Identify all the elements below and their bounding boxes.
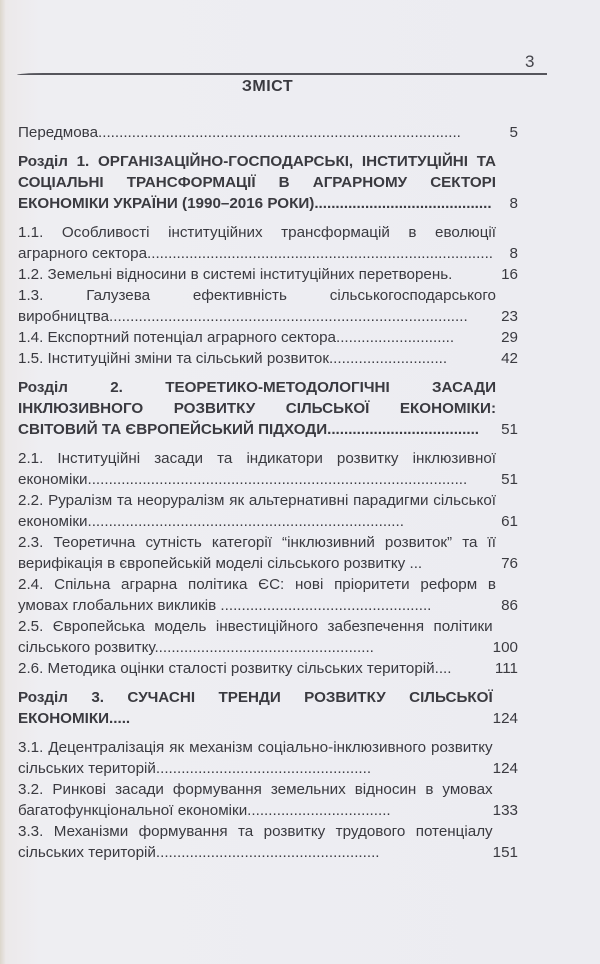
toc-entry-page: 23: [501, 308, 518, 325]
toc-entry-page: 8: [509, 245, 518, 262]
toc-entry-page: 29: [501, 329, 518, 346]
toc-entry-text: 2.2. Руралізм та неоруралізм як альтернативні парадигми сільської економіки...........................................................................: [18, 492, 496, 530]
toc-entry-page: 86: [501, 597, 518, 614]
toc-entry-text: 1.4. Експортний потенціал аграрного сектора............................: [18, 329, 455, 346]
toc-entry-text: 2.6. Методика оцінки сталості розвитку сільських територій....: [18, 660, 452, 677]
toc-entry-3-3: [18, 821, 528, 863]
toc-entry-2-3: [18, 532, 528, 574]
toc-entry-text: Розділ 3. СУЧАСНІ ТРЕНДИ РОЗВИТКУ СІЛЬСЬКОЇ ЕКОНОМІКИ.....: [18, 689, 493, 727]
toc-entry-page: 100: [492, 639, 518, 656]
toc-entry-page: 16: [501, 266, 518, 283]
toc-entry-text: 1.2. Земельні відносини в системі інституційних перетворень.: [18, 266, 453, 283]
toc-entry-page: 111: [494, 660, 518, 677]
toc-entry-3-1: [18, 737, 528, 779]
toc-entry-preface: [18, 122, 528, 143]
toc-entry-1-1: [18, 222, 528, 264]
toc-entry-page: 151: [492, 844, 518, 861]
toc-entry-2-4: [18, 574, 528, 616]
toc-entry-text: Передмова......................................................................................: [18, 124, 461, 141]
toc-entry-page: 124: [492, 760, 518, 777]
header-rule-extension: [480, 73, 547, 75]
header-rule: [17, 73, 480, 75]
toc-entry-page: 124: [492, 710, 518, 727]
toc-entry-page: 51: [501, 471, 518, 488]
toc-entry-text: 2.4. Спільна аграрна політика ЄС: нові пріоритети реформ в умовах глобальних викликів ..................................................: [18, 576, 496, 614]
toc-entry-section-3: [18, 687, 528, 729]
toc-entry-1-5: [18, 348, 528, 369]
toc-entry-page: 76: [501, 555, 518, 572]
toc-entry-2-1: [18, 448, 528, 490]
toc-entry-text: 3.1. Децентралізація як механізм соціально-інклюзивного розвитку сільських територій...................................................: [18, 739, 493, 777]
toc-entry-text: Розділ 2. ТЕОРЕТИКО-МЕТОДОЛОГІЧНІ ЗАСАДИ ІНКЛЮЗИВНОГО РОЗВИТКУ СІЛЬСЬКОЇ ЕКОНОМІКИ: СВІТОВИЙ ТА ЄВРОПЕЙСЬКИЙ ПІДХОДИ....................................: [18, 379, 496, 438]
toc-entry-1-4: [18, 327, 528, 348]
toc-entry-text: 2.1. Інституційні засади та індикатори розвитку інклюзивної економіки..........................................................................................: [18, 450, 496, 488]
toc-entry-1-3: [18, 285, 528, 327]
toc-entry-page: 8: [509, 195, 518, 212]
toc-entry-text: 1.1. Особливості інституційних трансформацій в еволюції аграрного сектора..................................................................................: [18, 224, 496, 262]
toc-entry-2-2: [18, 490, 528, 532]
toc-entry-2-5: [18, 616, 528, 658]
toc-entry-3-2: [18, 779, 528, 821]
toc-entry-text: Розділ 1. ОРГАНІЗАЦІЙНО-ГОСПОДАРСЬКІ, ІНСТИТУЦІЙНІ ТА СОЦІАЛЬНІ ТРАНСФОРМАЦІЇ В АГРАРНОМУ СЕКТОРІ ЕКОНОМІКИ УКРАЇНИ (1990–2016 РОКИ)..........................................: [18, 153, 496, 212]
toc-entry-1-2: [18, 264, 528, 285]
toc-entry-page: 133: [492, 802, 518, 819]
toc-entry-text: 3.2. Ринкові засади формування земельних відносин в умовах багатофункціональної економіки..................................: [18, 781, 493, 819]
toc-entry-page: 5: [509, 124, 518, 141]
toc-entry-text: 1.5. Інституційні зміни та сільський розвиток............................: [18, 350, 448, 367]
toc-entry-text: 3.3. Механізми формування та розвитку трудового потенціалу сільських територій.....................................................: [18, 823, 493, 861]
toc-entry-page: 42: [501, 350, 518, 367]
toc-entry-text: 1.3. Галузева ефективність сільськогосподарського виробництва.....................................................................................: [18, 287, 496, 325]
toc-entry-page: 51: [501, 421, 518, 438]
page-number: 3: [525, 52, 535, 71]
table-of-contents: [18, 122, 528, 863]
toc-entry-section-2: [18, 377, 528, 440]
toc-title: ЗМІСТ: [241, 78, 294, 95]
toc-entry-2-6: [18, 658, 528, 679]
toc-entry-section-1: [18, 151, 528, 214]
toc-entry-text: 2.5. Європейська модель інвестиційного забезпечення політики сільського розвитку....................................................: [18, 618, 493, 656]
toc-entry-page: 61: [501, 513, 518, 530]
toc-entry-text: 2.3. Теоретична сутність категорії “інклюзивний розвиток” та її верифікація в європейській моделі сільського розвитку ...: [18, 534, 496, 572]
